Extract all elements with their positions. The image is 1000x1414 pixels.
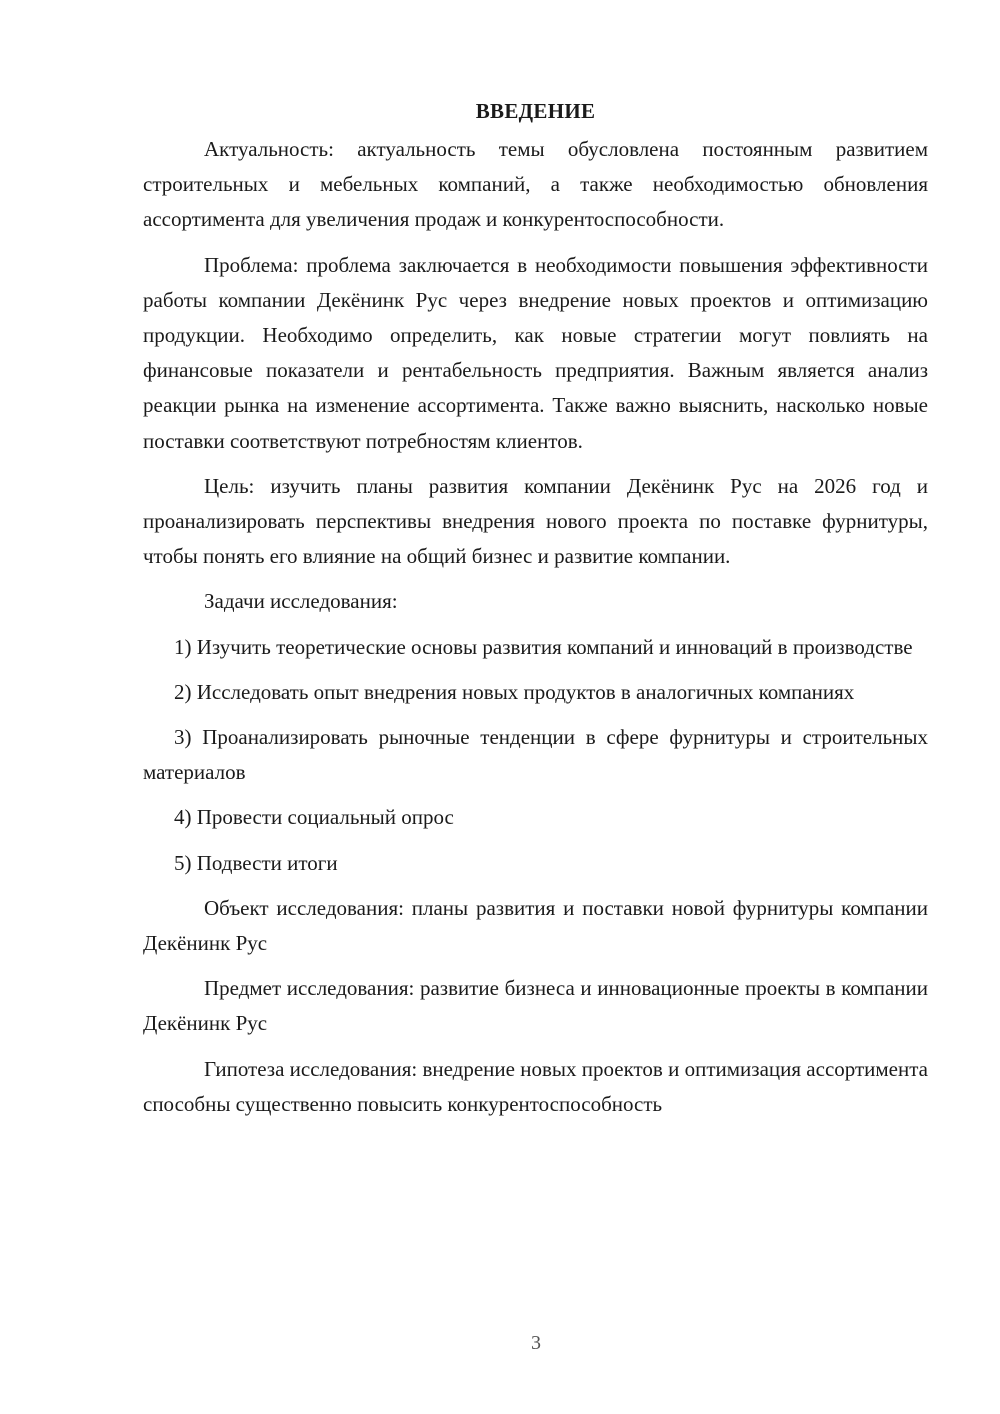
page-number: 3 [531, 1332, 541, 1354]
task-item-4: 4) Провести социальный опрос [174, 805, 454, 830]
paragraph-object: Объект исследования: планы развития и поставки новой фурнитуры компании Декёнинк Рус [143, 895, 928, 956]
paragraph-relevance: Актуальность: актуальность темы обусловлена постоянным развитием строительных и мебельных компаний, а также необходимостью обновления ассортимента для увеличения продаж и конкурентоспособности. [143, 137, 928, 232]
paragraph-hypothesis: Гипотеза исследования: внедрение новых проектов и оптимизация ассортимента способны существенно повысить конкурентоспособность [143, 1056, 928, 1116]
paragraph-goal: Цель: изучить планы развития компании Декёнинк Рус на 2026 год и проанализировать перспективы внедрения нового проекта по поставке фурнитуры, чтобы понять его влияние на общий бизнес и развитие компании. [143, 473, 928, 569]
task-item-1: 1) Изучить теоретические основы развития компаний и инноваций в производстве [174, 634, 913, 659]
task-item-3: 3) Проанализировать рыночные тенденции в сфере фурнитуры и строительных материалов [143, 725, 928, 785]
section-heading: ВВЕДЕНИЕ [475, 99, 596, 123]
document-page [143, 94, 928, 1132]
paragraph-subject: Предмет исследования: развитие бизнеса и инновационные проекты в компании Декёнинк Рус [143, 976, 928, 1036]
task-item-2: 2) Исследовать опыт внедрения новых продуктов в аналогичных компаниях [174, 679, 855, 704]
paragraph-tasks-title: Задачи исследования: [204, 589, 398, 614]
task-item-5: 5) Подвести итоги [174, 850, 338, 875]
paragraph-problem: Проблема: проблема заключается в необходимости повышения эффективности работы компании Декёнинк Рус через внедрение новых проектов и оптимизацию продукции. Необходимо определить, как новые стратегии могут повлиять на финансовые показатели и рентабельность предприятия. Важным является анализ реакции рынка на изменение ассортимента. Также важно выяснить, насколько новые поставки соответствуют потребностям клиентов. [143, 252, 928, 453]
